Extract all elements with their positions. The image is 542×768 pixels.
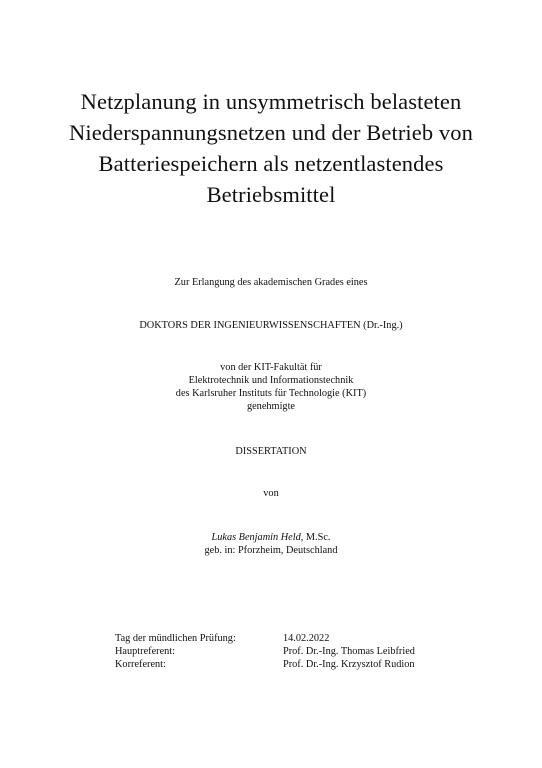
- author-birth: geb. in: Pforzheim, Deutschland: [204, 545, 338, 556]
- info-label: Tag der mündlichen Prüfung:: [115, 633, 236, 644]
- degree-text: DOKTORS DER INGENIEURWISSENSCHAFTEN (Dr.-Ing.): [139, 320, 403, 331]
- document-type: DISSERTATION: [235, 446, 307, 457]
- author-suffix: , M.Sc.: [300, 532, 331, 543]
- faculty-block: [0, 361, 542, 413]
- title-line: Netzplanung in unsymmetrisch belasteten: [80, 89, 462, 114]
- title-line: Batteriespeichern als netzentlastendes: [98, 151, 444, 176]
- info-row: [115, 645, 415, 658]
- faculty-line: von der KIT-Fakultät für: [220, 362, 322, 373]
- info-label: Korreferent:: [115, 659, 166, 670]
- author-name: Lukas Benjamin Held: [211, 532, 301, 543]
- info-value: Prof. Dr.-Ing. Krzysztof Rudion: [283, 659, 415, 670]
- purpose-text: Zur Erlangung des akademischen Grades eines: [174, 277, 368, 288]
- info-row: [115, 658, 415, 671]
- faculty-line: Elektrotechnik und Informationstechnik: [188, 375, 354, 386]
- author-block: [0, 531, 542, 557]
- title-line: Betriebsmittel: [206, 182, 336, 207]
- info-value: 14.02.2022: [283, 633, 330, 644]
- title-line: Niederspannungsnetzen und der Betrieb von: [69, 120, 473, 145]
- faculty-line: des Karlsruher Instituts für Technologie (KIT): [175, 388, 367, 399]
- author-line: [0, 531, 542, 544]
- dissertation-title: [40, 86, 502, 210]
- faculty-line: genehmigte: [246, 401, 296, 412]
- info-value: Prof. Dr.-Ing. Thomas Leibfried: [283, 646, 415, 657]
- info-label: Hauptreferent:: [115, 646, 176, 657]
- info-row: [115, 632, 415, 645]
- exam-info: [115, 632, 415, 671]
- by-text: von: [263, 488, 279, 499]
